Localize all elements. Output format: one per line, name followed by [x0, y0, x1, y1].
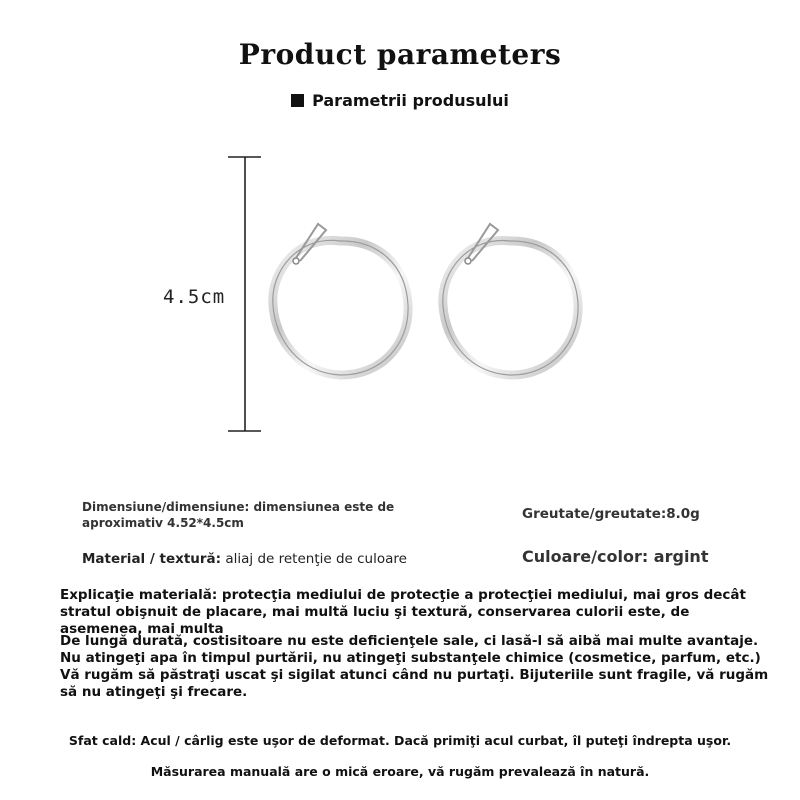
warm-tip: Sfat cald: Acul / cârlig este uşor de deformat. Dacă primiţi acul curbat, îl puteţi îndrepta uşor. [68, 733, 732, 748]
spec-dimension: Dimensiune/dimensiune: dimensiunea este de aproximativ 4.52*4.5cm [82, 500, 395, 530]
spec-weight: Greutate/greutate:8.0g [522, 506, 700, 522]
measurement-note: Măsurarea manuală are o mică eroare, vă rugăm prevalează în natură. [150, 764, 650, 779]
dimension-label: 4.5cm [163, 286, 226, 308]
subtitle-text: Parametrii produsului [312, 91, 509, 110]
product-photo [0, 140, 800, 460]
section-subtitle [0, 91, 800, 110]
page-title: Product parameters [238, 38, 562, 71]
material-explanation: Explicaţie materială: protecţia mediului de protecţie a protecţiei mediului, mai gros decât stratul obişnuit de placare, mai multă luciu şi textură, conservarea culorii este, de asemenea, mai multa [60, 587, 746, 637]
measure-line [228, 157, 261, 431]
spec-material [82, 551, 407, 567]
square-bullet-icon [291, 94, 304, 107]
right-hoop-earring [443, 224, 578, 375]
care-instructions: De lungă durată, costisitoare nu este deficienţele sale, ci lasă-l să aibă mai multe avantaje. Nu atingeţi apa în timpul purtării, nu atingeţi substanţele chimice (cosmetice, parfum, etc.) Vă rugăm să păstraţi uscat şi sigilat atunci când nu purtaţi. Bijuteriile sunt fragile, vă rugăm să nu atingeţi şi frecare. [60, 633, 769, 700]
material-value: aliaj de retenţie de culoare [221, 551, 407, 567]
left-hoop-earring [273, 224, 408, 375]
spec-color: Culoare/color: argint [522, 547, 709, 566]
material-label: Material / textură: [82, 551, 222, 567]
